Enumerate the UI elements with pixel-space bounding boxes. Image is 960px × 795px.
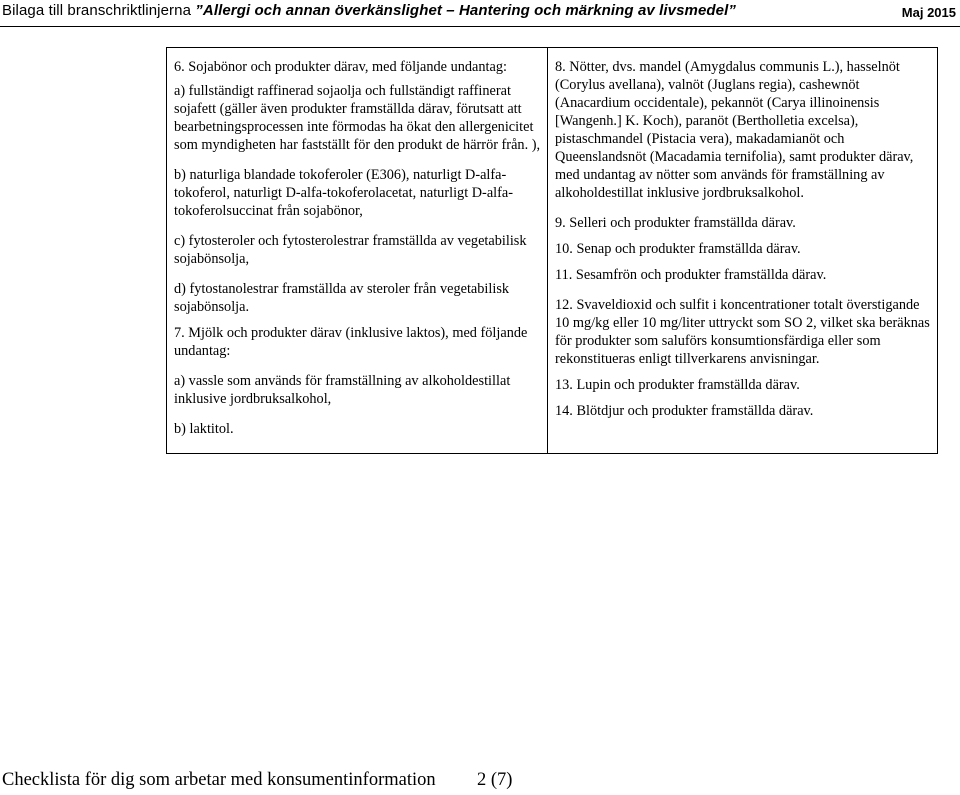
header-title [2, 2, 736, 19]
page-number: 2 (7) [477, 770, 513, 790]
left-paragraph: 6. Sojabönor och produkter därav, med följande undantag: [174, 59, 507, 75]
header-rule [0, 26, 960, 27]
right-paragraph: 10. Senap och produkter framställda därav. [555, 241, 801, 257]
right-paragraph: 13. Lupin och produkter framställda därav. [555, 377, 800, 393]
right-paragraph: 12. Svaveldioxid och sulfit i koncentrationer totalt överstigande 10 mg/kg eller 10 mg/liter uttryckt som SO 2, vilket ska beräknas för produkter som saluförs konsumtionsfärdiga eller som rekonstitueras enligt tillverkarens anvisningar. [555, 297, 930, 367]
right-column [555, 58, 933, 432]
right-paragraph: 11. Sesamfrön och produkter framställda därav. [555, 267, 827, 283]
left-paragraph: d) fytostanolestrar framställda av steroler från vegetabilisk sojabönsolja. [174, 281, 510, 315]
left-paragraph: a) fullständigt raffinerad sojaolja och fullständigt raffinerat sojafett (gäller även produkter framställda därav, förutsatt att bearbetningsprocessen inte förmodas ha ökat den allergenicitet som myndigheten har fastställt för den produkt de härrör från. ), [174, 83, 541, 153]
header-title-prefix: Bilaga till branschriktlinjerna [2, 2, 196, 19]
right-paragraph: 14. Blötdjur och produkter framställda därav. [555, 403, 814, 419]
content-table [166, 47, 938, 454]
page-footer [0, 770, 960, 795]
right-paragraph: 9. Selleri och produkter framställda därav. [555, 215, 796, 231]
footer-text: Checklista för dig som arbetar med konsumentinformation [2, 770, 436, 790]
header-title-italic: ”Allergi och annan överkänslighet – Hantering och märkning av livsmedel” [195, 2, 736, 19]
left-paragraph: b) laktitol. [174, 421, 234, 437]
right-paragraph: 8. Nötter, dvs. mandel (Amygdalus communis L.), hasselnöt (Corylus avellana), valnöt (Juglans regia), cashewnöt (Anacardium occidentale), pekannöt (Carya illinoinensis [Wangenh.] K. Koch), paranöt (Bertholletia excelsa), pistaschmandel (Pistacia vera), makadamianöt och Queenslandsnöt (Macadamia ternifolia), samt produkter därav, med undantag av nötter som används för framställning av alkoholdestillat inklusive jordbruksalkohol. [555, 59, 914, 201]
left-paragraph: c) fytosteroler och fytosterolestrar framställda av vegetabilisk sojabönsolja, [174, 233, 527, 267]
column-divider [547, 48, 548, 453]
left-column [174, 58, 542, 450]
left-paragraph: 7. Mjölk och produkter därav (inklusive laktos), med följande undantag: [174, 325, 528, 359]
header-date: Maj 2015 [901, 5, 956, 20]
page-header [0, 0, 960, 24]
left-paragraph: a) vassle som används för framställning av alkoholdestillat inklusive jordbruksalkohol, [174, 373, 511, 407]
left-paragraph: b) naturliga blandade tokoferoler (E306), naturligt D-alfa-tokoferol, naturligt D-alfa-tokoferolacetat, naturligt D-alfa-tokoferolsuccinat från sojabönor, [174, 167, 514, 219]
